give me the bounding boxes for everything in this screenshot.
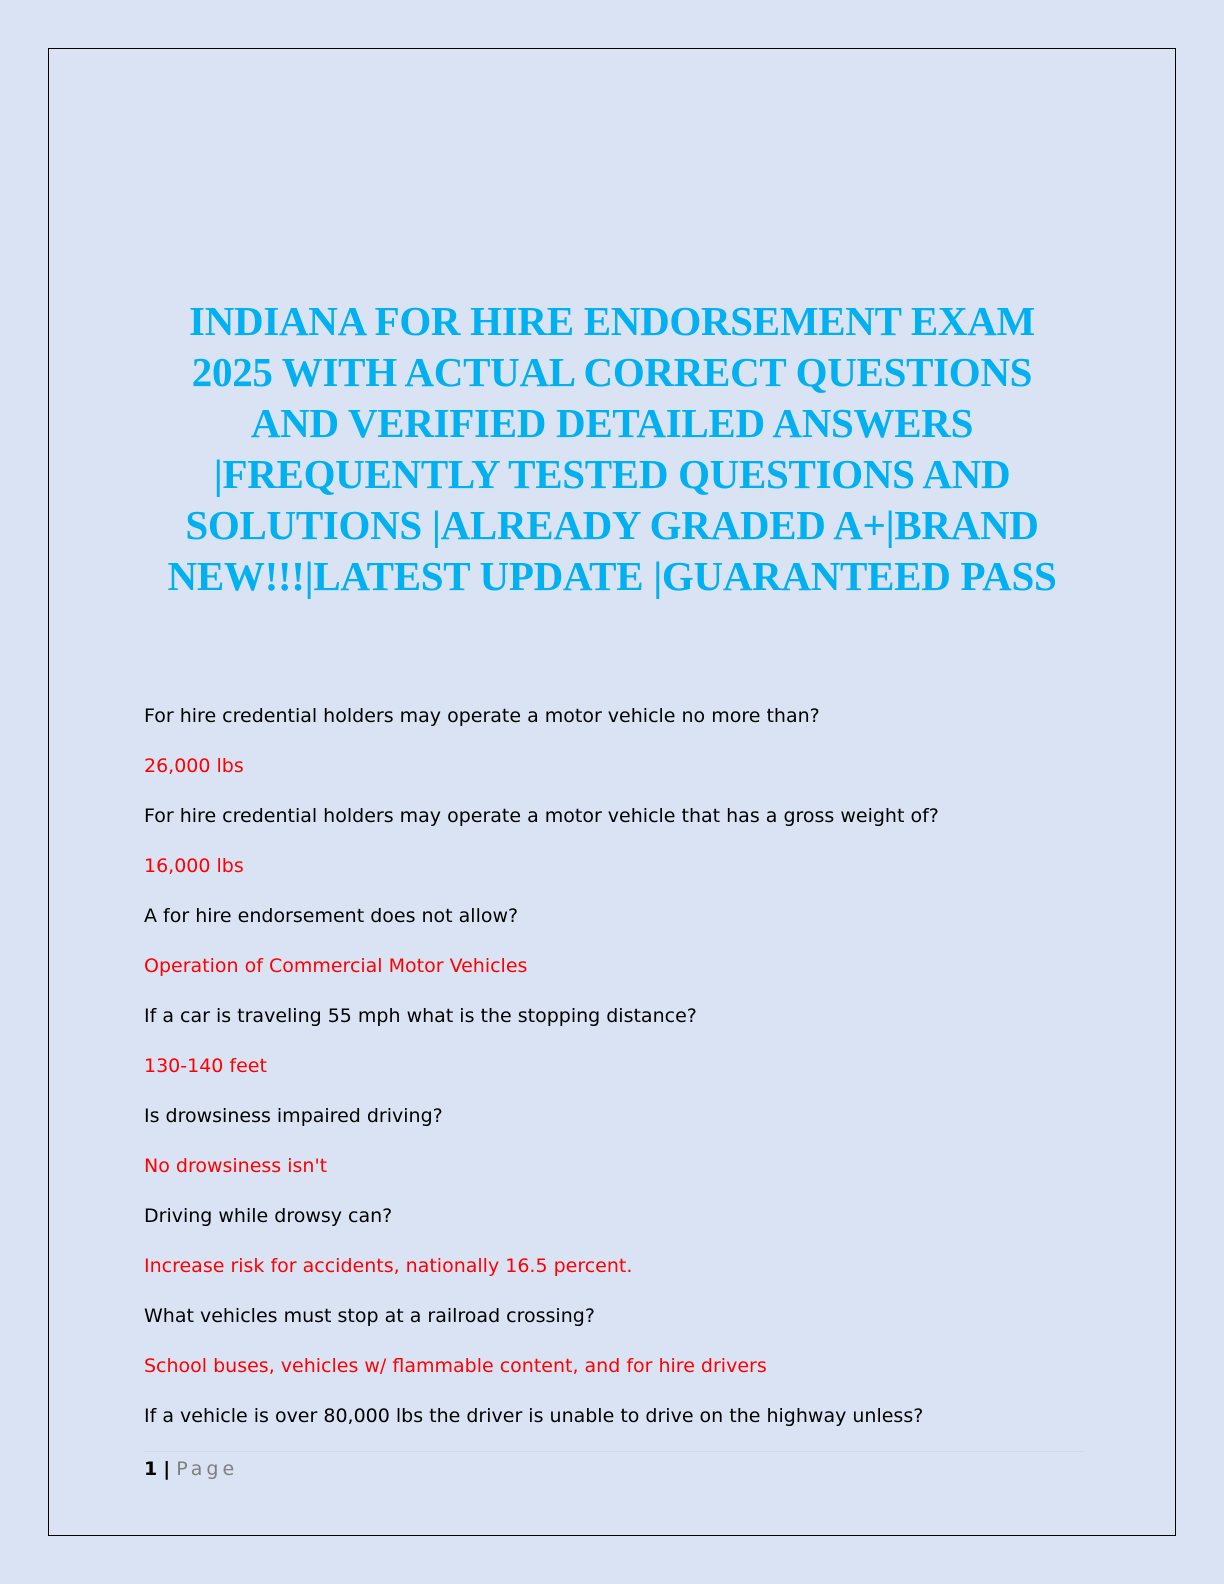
title-line: |FREQUENTLY TESTED QUESTIONS AND: [213, 451, 1011, 497]
question-text: A for hire endorsement does not allow?: [144, 905, 519, 927]
title-line: 2025 WITH ACTUAL CORRECT QUESTIONS: [191, 349, 1033, 395]
page-footer: [144, 1457, 238, 1481]
question-text: If a vehicle is over 80,000 lbs the driver is unable to drive on the highway unless?: [144, 1405, 924, 1427]
answer-text: 130-140 feet: [144, 1055, 267, 1077]
answer-text: Increase risk for accidents, nationally 16.5 percent.: [144, 1255, 633, 1277]
document-title: [110, 296, 1114, 602]
qa-list: [144, 704, 1084, 1454]
question-text: Driving while drowsy can?: [144, 1205, 393, 1227]
footer-divider: [144, 1451, 1084, 1452]
answer-text: 16,000 lbs: [144, 855, 244, 877]
title-line: AND VERIFIED DETAILED ANSWERS: [250, 400, 974, 446]
question-text: For hire credential holders may operate a motor vehicle that has a gross weight of?: [144, 805, 939, 827]
page-number: 1: [144, 1458, 158, 1480]
answer-text: School buses, vehicles w/ flammable content, and for hire drivers: [144, 1355, 767, 1377]
question-text: What vehicles must stop at a railroad crossing?: [144, 1305, 595, 1327]
footer-separator: |: [163, 1458, 171, 1480]
answer-text: 26,000 lbs: [144, 755, 244, 777]
question-text: For hire credential holders may operate a motor vehicle no more than?: [144, 705, 820, 727]
answer-text: Operation of Commercial Motor Vehicles: [144, 955, 528, 977]
title-line: NEW!!!|LATEST UPDATE |GUARANTEED PASS: [167, 553, 1057, 599]
title-line: SOLUTIONS |ALREADY GRADED A+|BRAND: [185, 502, 1039, 548]
answer-text: No drowsiness isn't: [144, 1155, 328, 1177]
page-label: Page: [176, 1458, 239, 1480]
title-line: INDIANA FOR HIRE ENDORSEMENT EXAM: [189, 298, 1035, 344]
question-text: Is drowsiness impaired driving?: [144, 1105, 443, 1127]
question-text: If a car is traveling 55 mph what is the stopping distance?: [144, 1005, 697, 1027]
